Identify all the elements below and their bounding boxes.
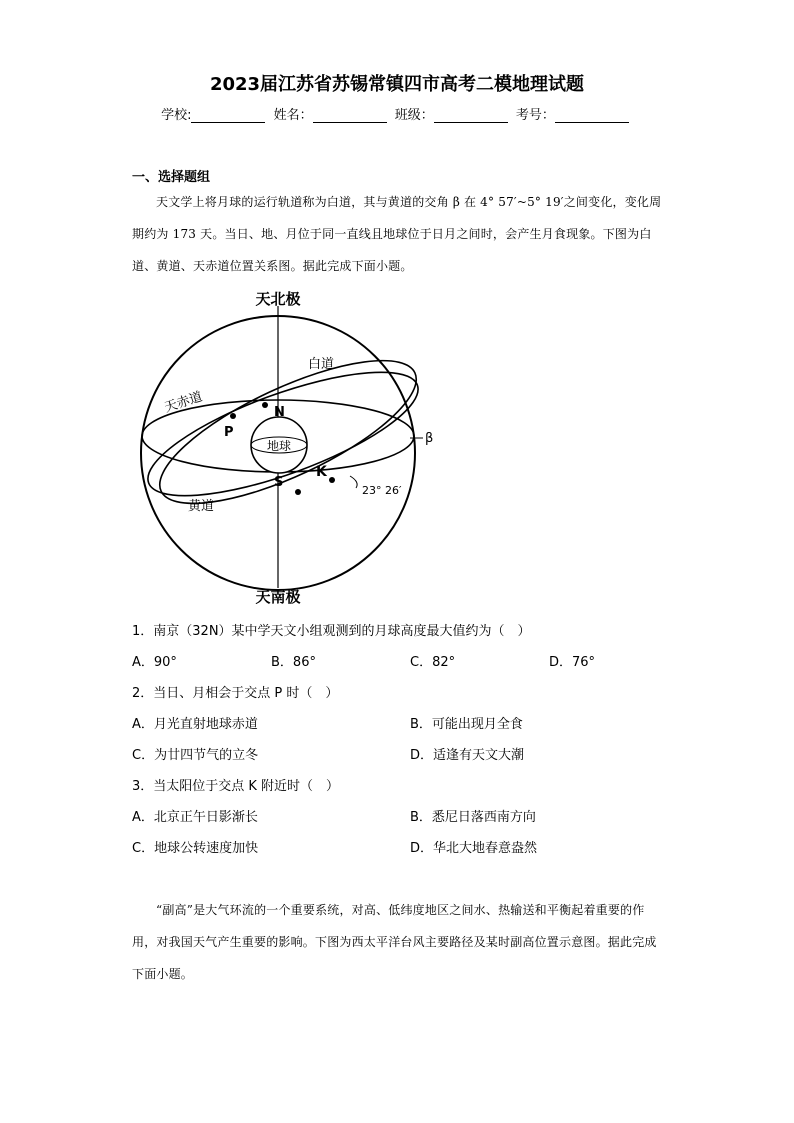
label-s: S xyxy=(274,475,284,490)
celestial-sphere-diagram xyxy=(138,288,438,608)
point-s-dot xyxy=(295,489,301,495)
class-blank[interactable] xyxy=(434,110,508,123)
q3-option-d[interactable]: D．华北大地春意盎然 xyxy=(410,841,538,856)
q3-option-a[interactable]: A．北京正午日影渐长 xyxy=(132,810,258,825)
point-n-dot xyxy=(262,402,268,408)
label-p: P xyxy=(224,425,234,440)
question-3-stem: 3．当太阳位于交点 K 附近时（ ） xyxy=(132,779,340,794)
school-label: 学校: xyxy=(161,108,192,123)
section-heading: 一、选择题组 xyxy=(132,170,211,185)
q2-option-a[interactable]: A．月光直射地球赤道 xyxy=(132,717,258,732)
label-angle: 23° 26′ xyxy=(362,484,402,497)
q1-option-b[interactable]: B．86° xyxy=(271,655,316,670)
point-k-dot xyxy=(329,477,335,483)
question-1-stem: 1．南京（32N）某中学天文小组观测到的月球高度最大值约为（ ） xyxy=(132,624,531,639)
q1-option-c[interactable]: C．82° xyxy=(410,655,456,670)
q2-option-d[interactable]: D．适逢有天文大潮 xyxy=(410,748,525,763)
angle-arc xyxy=(350,476,357,488)
label-south-pole: 天南极 xyxy=(255,588,301,606)
label-north-pole: 天北极 xyxy=(255,290,301,308)
q2-option-c[interactable]: C．为廿四节气的立冬 xyxy=(132,748,259,763)
intro-paragraph-1: 天文学上将月球的运行轨道称为白道，其与黄道的交角 β 在 4° 57′~5° 19′之间变化，变化周期约为 173 天。当日、地、月位于同一直线且地球位于日月之间时，会产生月食现象。下图为白道、黄道、天赤道位置关系图。据此完成下面小题。 xyxy=(132,195,662,273)
q2-option-b[interactable]: B．可能出现月全食 xyxy=(410,717,523,732)
label-ecliptic: 黄道 xyxy=(188,499,215,514)
intro-paragraph-2: “副高”是大气环流的一个重要系统，对高、低纬度地区之间水、热输送和平衡起着重要的作用，对我国天气产生重要的影响。下图为西太平洋台风主要路径及某时副高位置示意图。据此完成下面小题。 xyxy=(132,903,657,981)
label-n: N xyxy=(274,405,285,420)
class-label: 班级： xyxy=(394,108,434,123)
exam-no-label: 考号： xyxy=(515,108,555,123)
label-celestial-equator: 天赤道 xyxy=(162,389,205,416)
student-info-line xyxy=(0,104,794,123)
q1-option-d[interactable]: D．76° xyxy=(549,655,596,670)
label-earth: 地球 xyxy=(266,439,292,453)
q3-option-c[interactable]: C．地球公转速度加快 xyxy=(132,841,259,856)
label-moon-path: 白道 xyxy=(308,357,335,372)
point-p-dot xyxy=(230,413,236,419)
name-blank[interactable] xyxy=(313,110,387,123)
q3-option-b[interactable]: B．悉尼日落西南方向 xyxy=(410,810,536,825)
exam-no-blank[interactable] xyxy=(555,110,629,123)
label-k: K xyxy=(316,464,327,480)
page-title: 2023届江苏省苏锡常镇四市高考二模地理试题 xyxy=(209,74,585,95)
question-2-stem: 2．当日、月相会于交点 P 时（ ） xyxy=(132,686,339,701)
name-label: 姓名： xyxy=(273,108,313,123)
label-beta: β xyxy=(425,431,434,446)
q1-option-a[interactable]: A．90° xyxy=(132,655,177,670)
school-blank[interactable] xyxy=(191,110,265,123)
